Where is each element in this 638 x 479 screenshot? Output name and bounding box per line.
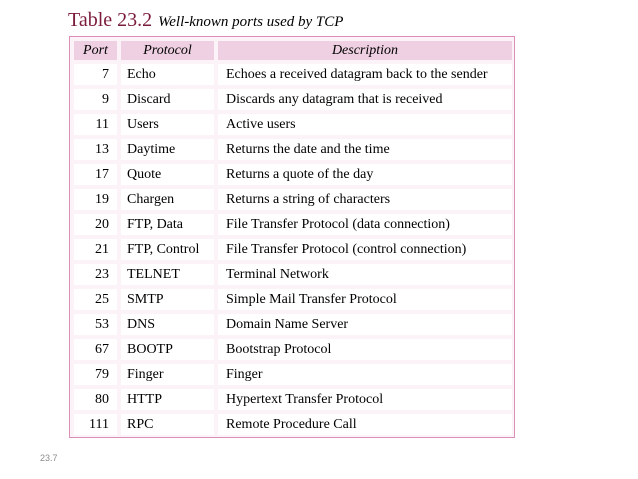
description-cell: Hypertext Transfer Protocol [216, 387, 512, 412]
port-cell: 21 [74, 237, 119, 262]
description-cell: Returns a string of characters [216, 187, 512, 212]
header-port: Port [74, 41, 119, 62]
description-cell: File Transfer Protocol (data connection) [216, 212, 512, 237]
table-row [74, 237, 512, 262]
table-row [74, 262, 512, 287]
port-cell: 19 [74, 187, 119, 212]
description-cell: Terminal Network [216, 262, 512, 287]
table-caption [68, 9, 343, 35]
table-row [74, 312, 512, 337]
description-cell: File Transfer Protocol (control connection) [216, 237, 512, 262]
port-cell: 11 [74, 112, 119, 137]
protocol-cell: Finger [119, 362, 216, 387]
description-cell: Simple Mail Transfer Protocol [216, 287, 512, 312]
port-cell: 111 [74, 412, 119, 435]
port-cell: 23 [74, 262, 119, 287]
protocol-cell: FTP, Control [119, 237, 216, 262]
description-cell: Active users [216, 112, 512, 137]
slide-number: 23.7 [40, 453, 58, 463]
header-description: Description [216, 41, 512, 62]
protocol-cell: Echo [119, 62, 216, 87]
ports-table [74, 41, 512, 435]
table-row [74, 112, 512, 137]
port-cell: 79 [74, 362, 119, 387]
protocol-cell: TELNET [119, 262, 216, 287]
description-cell: Remote Procedure Call [216, 412, 512, 435]
port-cell: 67 [74, 337, 119, 362]
table-row [74, 137, 512, 162]
protocol-cell: DNS [119, 312, 216, 337]
protocol-cell: Daytime [119, 137, 216, 162]
port-cell: 20 [74, 212, 119, 237]
port-cell: 9 [74, 87, 119, 112]
protocol-cell: Discard [119, 87, 216, 112]
table-row [74, 337, 512, 362]
table-row [74, 162, 512, 187]
protocol-cell: Chargen [119, 187, 216, 212]
description-cell: Finger [216, 362, 512, 387]
protocol-cell: BOOTP [119, 337, 216, 362]
description-cell: Discards any datagram that is received [216, 87, 512, 112]
protocol-cell: HTTP [119, 387, 216, 412]
port-cell: 13 [74, 137, 119, 162]
description-cell: Returns a quote of the day [216, 162, 512, 187]
table-row [74, 212, 512, 237]
table-header-row [74, 41, 512, 62]
description-cell: Bootstrap Protocol [216, 337, 512, 362]
description-cell: Echoes a received datagram back to the sender [216, 62, 512, 87]
table-row [74, 387, 512, 412]
protocol-cell: Users [119, 112, 216, 137]
ports-table-frame [69, 36, 515, 438]
table-row [74, 287, 512, 312]
port-cell: 53 [74, 312, 119, 337]
port-cell: 80 [74, 387, 119, 412]
description-cell: Returns the date and the time [216, 137, 512, 162]
table-row [74, 187, 512, 212]
table-row [74, 87, 512, 112]
port-cell: 17 [74, 162, 119, 187]
port-cell: 25 [74, 287, 119, 312]
table-row [74, 362, 512, 387]
protocol-cell: Quote [119, 162, 216, 187]
port-cell: 7 [74, 62, 119, 87]
table-row [74, 62, 512, 87]
table-caption-number: Table 23.2 [68, 9, 153, 31]
protocol-cell: SMTP [119, 287, 216, 312]
protocol-cell: RPC [119, 412, 216, 435]
table-row [74, 412, 512, 435]
table-caption-title: Well-known ports used by TCP [158, 14, 344, 30]
description-cell: Domain Name Server [216, 312, 512, 337]
header-protocol: Protocol [119, 41, 216, 62]
protocol-cell: FTP, Data [119, 212, 216, 237]
